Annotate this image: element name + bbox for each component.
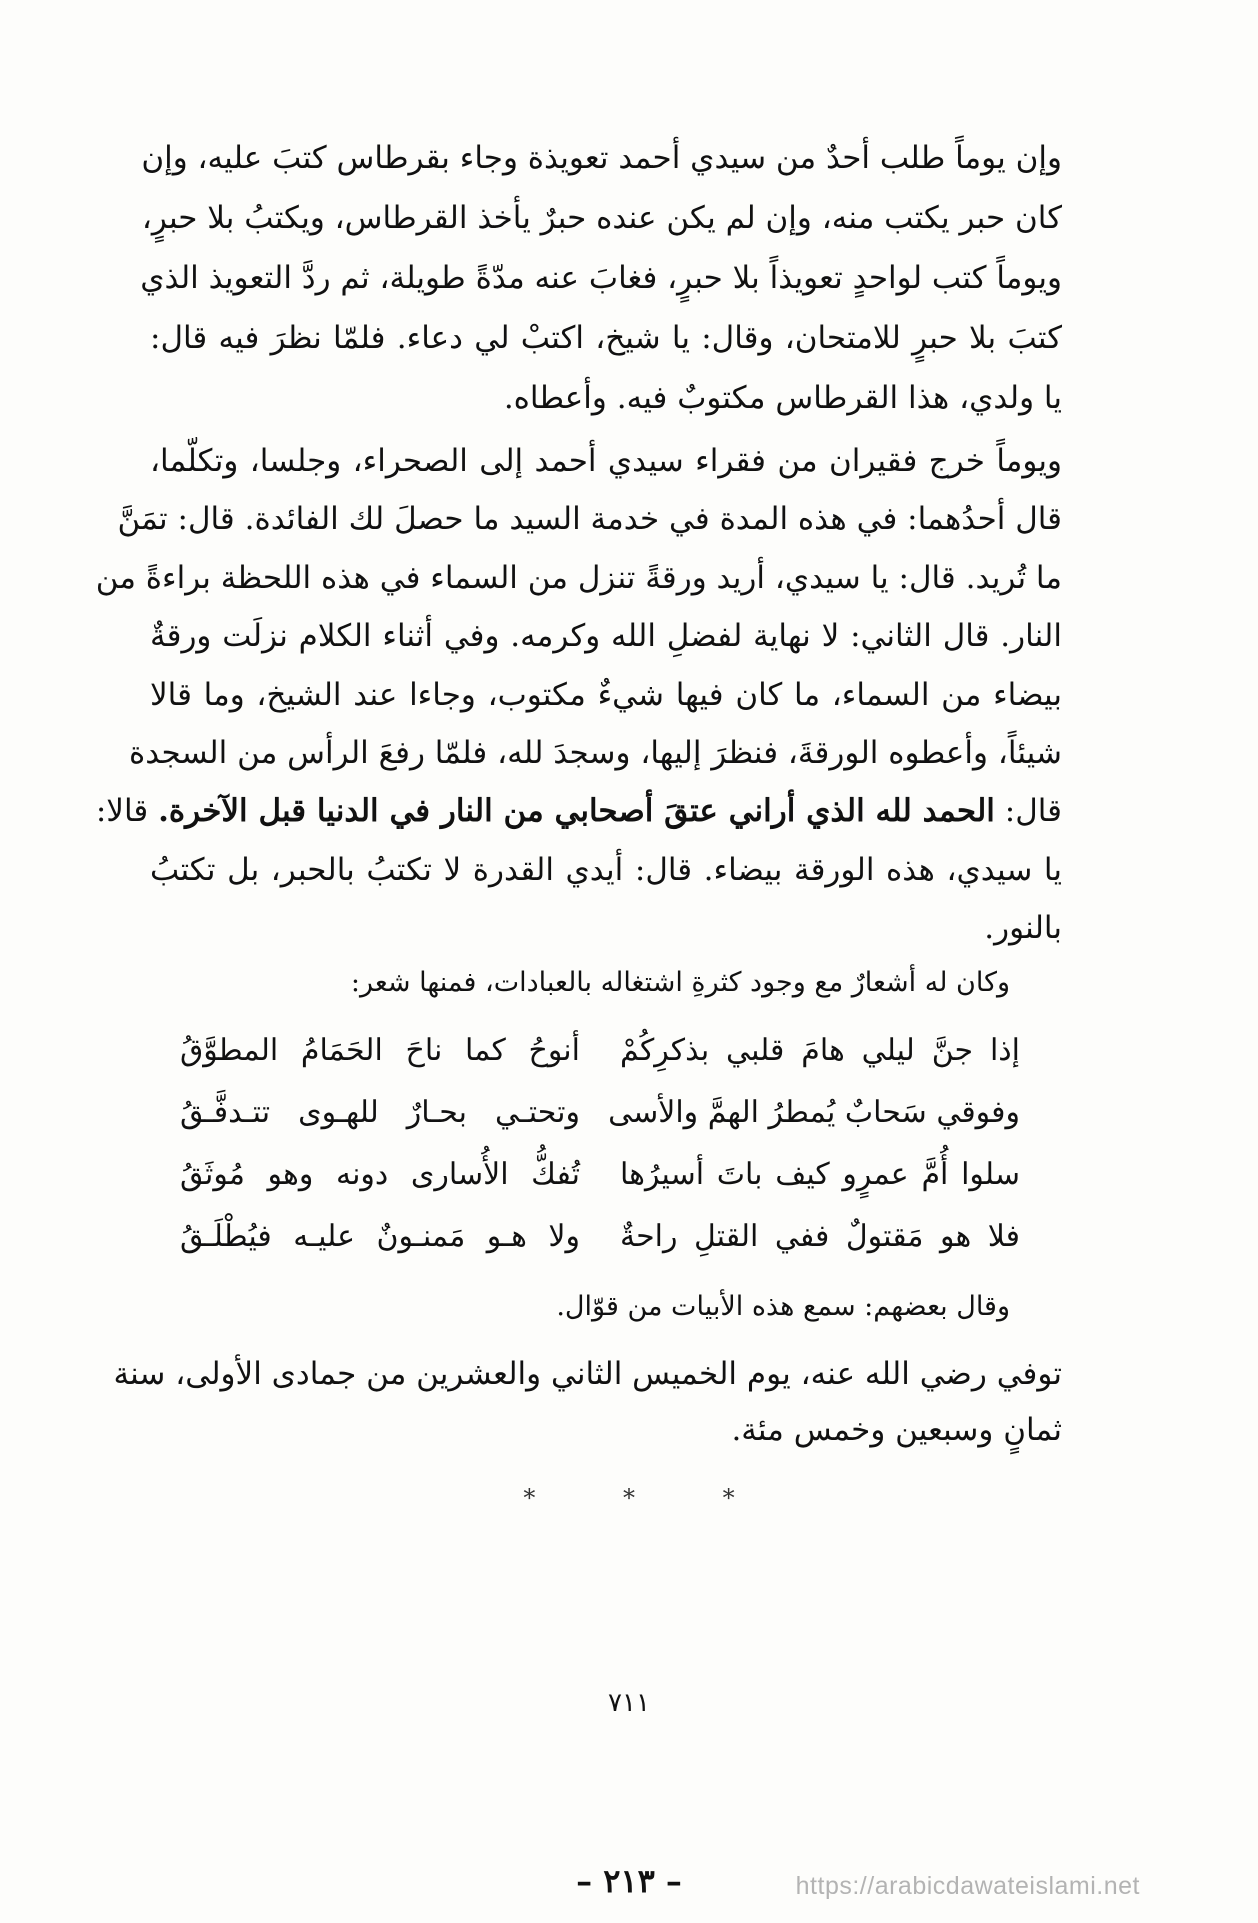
site-watermark: https://arabicdawateislami.net — [795, 1872, 1140, 1900]
paragraph-talisman — [140, 128, 1062, 428]
text-line: كان حبر يكتب منه، وإن لم يكن عنده حبرٌ يأخذ القرطاس، ويكتبُ بلا حبرٍ، — [141, 200, 1062, 236]
verse-first-hemistich: سلوا أُمَّ عمرٍو كيف باتَ أسيرُها — [620, 1157, 1020, 1192]
text-line: يا ولدي، هذا القرطاس مكتوبٌ فيه. وأعطاه. — [503, 380, 1062, 416]
quote-suffix: قالا: — [95, 793, 149, 830]
text-line: وإن يوماً طلب أحدٌ من سيدي أحمد تعويذة وجاء بقرطاس كتبَ عليه، وإن — [141, 140, 1062, 176]
paragraph-two-fakirs — [95, 432, 1062, 958]
poem — [180, 1020, 1020, 1268]
poem-verse — [180, 1020, 1020, 1082]
text-line: بيضاء من السماء، ما كان فيها شيءٌ مكتوب، وجاءا عند الشيخ، وما قالا — [150, 676, 1062, 713]
text-line: ما تُريد. قال: يا سيدي، أريد ورقةً تنزل من السماء في هذه اللحظة براءةً من — [95, 559, 1062, 596]
text-line: ثمانٍ وسبعين وخمس مئة. — [731, 1412, 1062, 1448]
poetry-intro: وكان له أشعارٌ مع وجود كثرةِ اشتغاله بالعبادات، فمنها شعر: — [350, 967, 1010, 998]
text-line: يا سيدي، هذه الورقة بيضاء. قال: أيدي القدرة لا تكتبُ بالحبر، بل تكتبُ — [150, 851, 1062, 888]
verse-first-hemistich: فلا هو مَقتولٌ ففي القتلِ راحةٌ — [620, 1219, 1020, 1254]
text-line: ويوماً خرج فقيران من فقراء سيدي أحمد إلى الصحراء، وجلسا، وتكلّما، — [150, 443, 1062, 479]
verse-first-hemistich: وفوقي سَحابٌ يُمطرُ الهمَّ والأسى — [608, 1095, 1020, 1130]
print-page-number: – ٢١٣ – — [576, 1862, 682, 1900]
poem-verse — [180, 1144, 1020, 1206]
text-line: شيئاً، وأعطوه الورقةَ، فنظرَ إليها، وسجدَ لله، فلمّا رفعَ الرأس من السجدة — [129, 734, 1062, 771]
original-page-number: ٧١١ — [608, 1688, 650, 1718]
paragraph-death-date — [113, 1346, 1062, 1458]
verse-second-hemistich: تُفكُّ الأُسارى دونه وهو مُوثَقُ — [180, 1157, 580, 1192]
text-line: قال أحدُهما: في هذه المدة في خدمة السيد ما حصلَ لك الفائدة. قال: تمَنَّ — [117, 501, 1062, 538]
text-line: بالنور. — [984, 910, 1062, 947]
poem-attribution-note: وقال بعضهم: سمع هذه الأبيات من قوّال. — [556, 1291, 1010, 1322]
bold-quote: الحمد لله الذي أراني عتقَ أصحابي من النار في الدنيا قبل الآخرة. — [158, 793, 995, 830]
text-line: ويوماً كتب لواحدٍ تعويذاً بلا حبرٍ، فغابَ عنه مدّةً طويلة، ثم ردَّ التعويذ الذي — [140, 260, 1062, 296]
text-line: كتبَ بلا حبرٍ للامتحان، وقال: يا شيخ، اكتبْ لي دعاء. فلمّا نظرَ فيه قال: — [150, 320, 1062, 356]
quote-prefix: قال: — [1004, 793, 1062, 830]
verse-second-hemistich: أنوحُ كما ناحَ الحَمَامُ المطوَّقُ — [180, 1033, 580, 1068]
poem-verse — [180, 1206, 1020, 1268]
section-separator: * * * — [523, 1484, 775, 1512]
text-line-with-quote — [95, 782, 1062, 840]
text-line: النار. قال الثاني: لا نهاية لفضلِ الله وكرمه. وفي أثناء الكلام نزلَت ورقةٌ — [150, 618, 1062, 655]
verse-second-hemistich: وتحتـي بحـارٌ للهـوى تتـدفَّـقُ — [180, 1095, 580, 1130]
text-line: توفي رضي الله عنه، يوم الخميس الثاني والعشرين من جمادى الأولى، سنة — [113, 1356, 1062, 1392]
poem-verse — [180, 1082, 1020, 1144]
verse-second-hemistich: ولا هـو مَمنـونٌ عليـه فيُطْلَـقُ — [180, 1219, 580, 1254]
verse-first-hemistich: إذا جنَّ ليلي هامَ قلبي بذكرِكُمْ — [620, 1033, 1020, 1068]
